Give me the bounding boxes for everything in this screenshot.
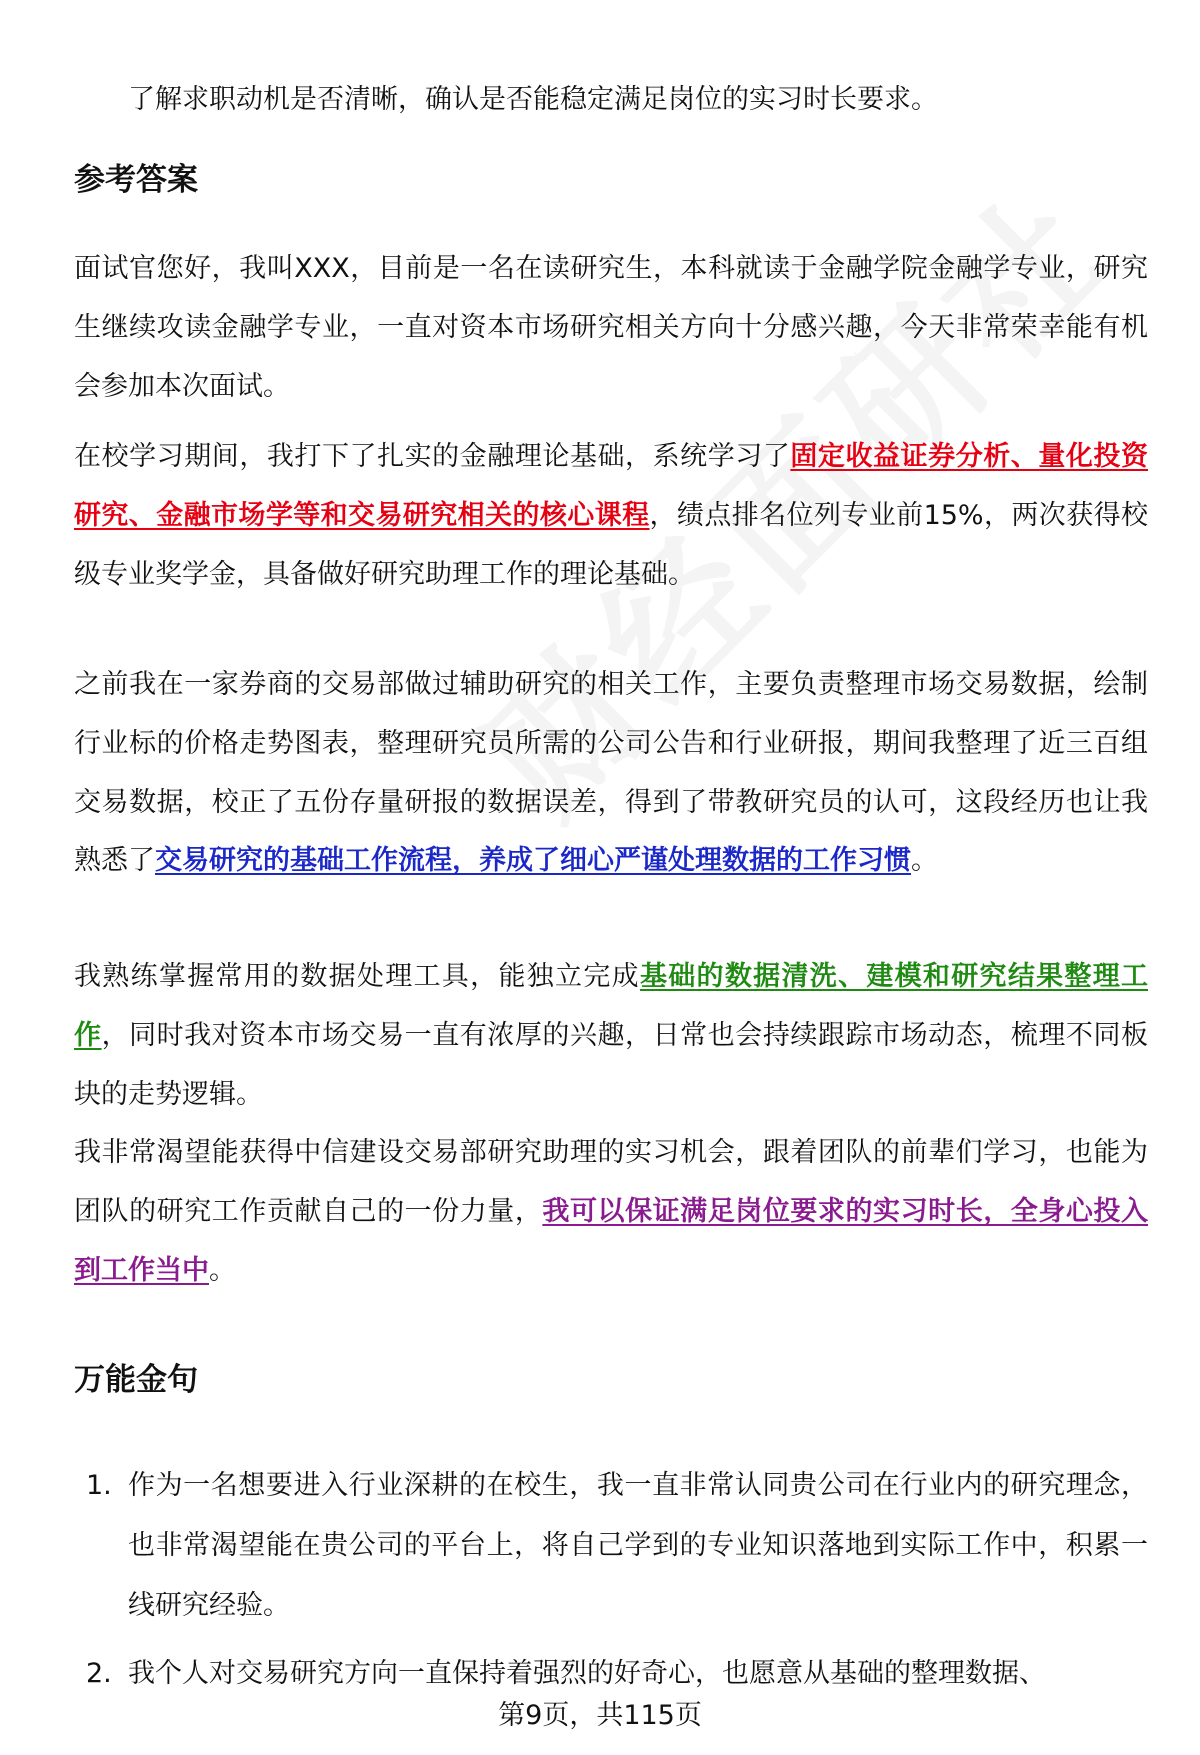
answer-paragraph-4-pre: 我熟练掌握常用的数据处理工具，能独立完成 xyxy=(74,961,640,992)
answer-paragraph-2 xyxy=(74,428,1148,604)
list-item xyxy=(74,1644,1148,1704)
answer-paragraph-5 xyxy=(74,1124,1148,1300)
highlight-skills: 基础的数据清洗、建模和研究结果整理工作 xyxy=(74,961,1149,1051)
answer-paragraph-3 xyxy=(74,656,1148,891)
page-footer: 第9页，共115页 xyxy=(0,1696,1200,1736)
list-item xyxy=(74,1456,1148,1636)
list-item-text: 我个人对交易研究方向一直保持着强烈的好奇心，也愿意从基础的整理数据、 xyxy=(128,1658,1046,1689)
answer-paragraph-5-pre: 我非常渴望能获得中信建设交易部研究助理的实习机会，跟着团队的前辈们学习，也能为团队的研究工作贡献自己的一份力量， xyxy=(74,1137,1148,1227)
answer-paragraph-3-post: 。 xyxy=(911,845,938,877)
list-item-number: 2. xyxy=(86,1658,112,1689)
answer-paragraph-4-post: ，同时我对资本市场交易一直有浓厚的兴趣，日常也会持续跟踪市场动态，梳理不同板块的走势逻辑。 xyxy=(74,1019,1149,1110)
highlight-courses: 固定收益证券分析、量化投资研究、金融市场学等和交易研究相关的核心课程 xyxy=(74,441,1149,531)
answer-paragraph-2-pre: 在校学习期间，我打下了扎实的金融理论基础，系统学习了 xyxy=(74,441,791,472)
highlight-commitment: 我可以保证满足岗位要求的实习时长，全身心投入到工作当中 xyxy=(74,1195,1149,1286)
answer-paragraph-5-post: 。 xyxy=(209,1254,236,1286)
intro-line: 了解求职动机是否清晰，确认是否能稳定满足岗位的实习时长要求。 xyxy=(128,84,938,115)
golden-list xyxy=(74,1456,1148,1712)
answer-paragraph-1-text: 面试官您好，我叫XXX，目前是一名在读研究生，本科就读于金融学院金融学专业，研究生继续攻读金融学专业，一直对资本市场研究相关方向十分感兴趣，今天非常荣幸能有机会参加本次面试。 xyxy=(74,253,1148,402)
answer-paragraph-4 xyxy=(74,948,1148,1124)
list-item-text: 作为一名想要进入行业深耕的在校生，我一直非常认同贵公司在行业内的研究理念，也非常渴望能在贵公司的平台上，将自己学到的专业知识落地到实际工作中，积累一线研究经验。 xyxy=(128,1470,1148,1621)
answer-paragraph-1 xyxy=(74,240,1148,416)
answer-paragraph-3-pre: 之前我在一家券商的交易部做过辅助研究的相关工作，主要负责整理市场交易数据，绘制行业标的价格走势图表，整理研究员所需的公司公告和行业研报，期间我整理了近三百组交易数据，校正了五份存量研报的数据误差，得到了带教研究员的认可，这段经历也让我熟悉了 xyxy=(74,669,1148,877)
answer-heading: 参考答案 xyxy=(74,162,198,198)
answer-paragraph-2-post: ，绩点排名位列专业前15%，两次获得校级专业奖学金，具备做好研究助理工作的理论基础。 xyxy=(74,499,1149,590)
golden-heading: 万能金句 xyxy=(74,1362,198,1398)
highlight-workflow: 交易研究的基础工作流程，养成了细心严谨处理数据的工作习惯 xyxy=(155,845,911,877)
list-item-number: 1. xyxy=(86,1470,112,1501)
